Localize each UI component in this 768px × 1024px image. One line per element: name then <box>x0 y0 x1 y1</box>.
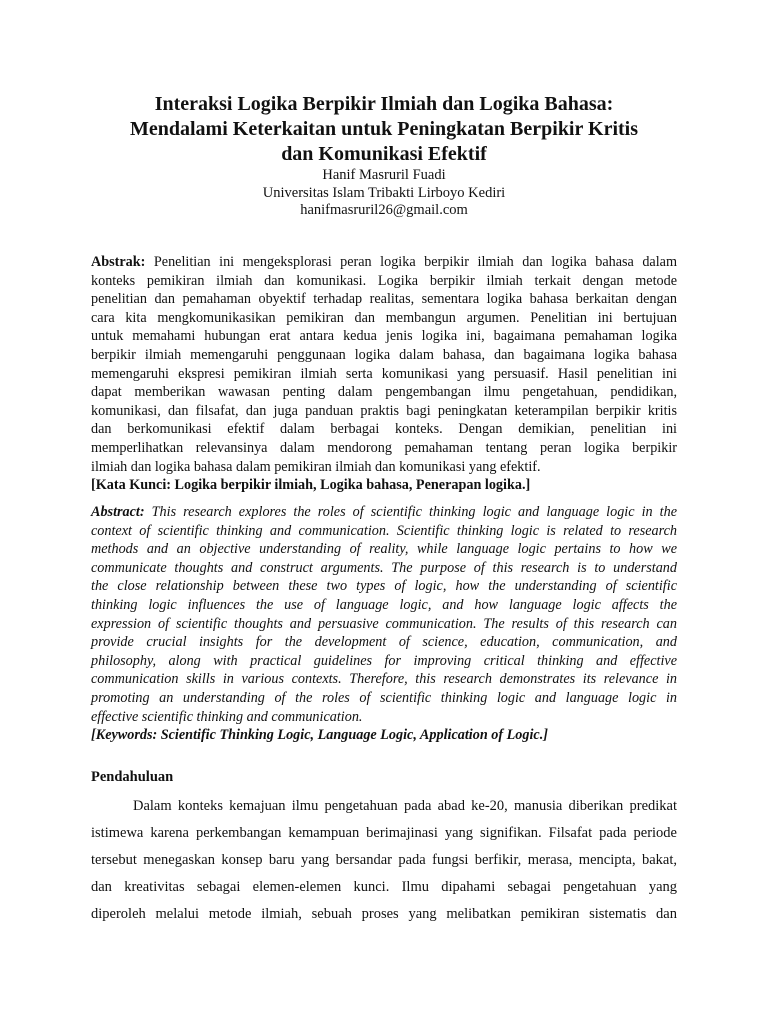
abstract-text: Penelitian ini mengeksplorasi peran logika berpikir ilmiah dan logika bahasa dalam <box>153 254 677 270</box>
abstract-line: memperlihatkan relevansinya dalam mendorong pemahaman tentang peran logika berpikir <box>91 439 677 456</box>
abstract-label: Abstract: <box>91 504 145 520</box>
author-email: hanifmasruril26@gmail.com <box>300 202 468 218</box>
section-heading: Pendahuluan <box>91 769 174 785</box>
keywords-english: [Keywords: Scientific Thinking Logic, Language Logic, Application of Logic.] <box>91 727 548 744</box>
title-line: Mendalami Keterkaitan untuk Peningkatan Berpikir Kritis <box>130 118 638 140</box>
keywords-indonesian: [Kata Kunci: Logika berpikir ilmiah, Logika bahasa, Penerapan logika.] <box>91 477 531 494</box>
abstract-line: communication skills in various contexts. Therefore, this research demonstrates its relevance in <box>91 671 677 688</box>
abstract-line: konteks pemikiran ilmiah dan komunikasi. Logika berpikir ilmiah terkait dengan metode <box>91 272 677 289</box>
body-line: istimewa karena perkembangan kemampuan berimajinasi yang signifikan. Filsafat pada periode <box>91 825 677 841</box>
abstract-line: cara kita mengkomunikasikan pemikiran dan membangun argumen. Penelitian ini bertujuan <box>91 309 677 326</box>
abstract-line: berpikir ilmiah memengaruhi penggunaan logika dalam bahasa, dan bagaimana logika bahasa <box>91 346 677 363</box>
abstract-line: provide crucial insights for the development of science, education, communication, and <box>91 634 677 651</box>
abstract-line: effective scientific thinking and communication. <box>91 708 363 725</box>
abstract-line: penelitian dan pemahaman obyektif terhadap realitas, sementara logika bahasa berkaitan dengan <box>91 291 677 308</box>
abstract-line <box>91 253 677 272</box>
body-line: Dalam konteks kemajuan ilmu pengetahuan pada abad ke-20, manusia diberikan predikat <box>133 798 677 814</box>
author-name: Hanif Masruril Fuadi <box>322 167 446 183</box>
abstract-line: the close relationship between these two types of logic, how the understanding of scientific <box>91 578 677 595</box>
abstract-line: promoting an understanding of the roles of scientific thinking logic and language logic in <box>91 689 677 706</box>
body-line: dan kreativitas sebagai elemen-elemen kunci. Ilmu dipahami sebagai pengetahuan yang <box>91 879 677 895</box>
abstract-line: context of scientific thinking and communication. Scientific thinking logic is related to research <box>91 522 677 539</box>
abstract-line: memengaruhi ekspresi pemikiran ilmiah serta komunikasi yang persuasif. Hasil penelitian ini <box>91 365 677 382</box>
abstract-line: expression of scientific thoughts and persuasive communication. The results of this research can <box>91 615 677 632</box>
abstract-line: untuk memahami hubungan erat antara kedua jenis logika ini, bagaimana pemahaman logika <box>91 328 677 345</box>
abstract-line: philosophy, along with practical guidelines for improving critical thinking and effective <box>91 652 677 669</box>
body-line: diperoleh melalui metode ilmiah, sebuah proses yang melibatkan pemikiran sistematis dan <box>91 906 677 922</box>
abstract-line: dan berkomunikasi efektif dalam berbagai konteks. Dengan demikian, penelitian ini <box>91 421 677 438</box>
section-body <box>91 793 677 928</box>
abstract-line: communicate thoughts and construct arguments. The purpose of this research is to understand <box>91 559 677 576</box>
abstract-line: thinking logic influences the use of language logic, and how language logic affects the <box>91 596 677 613</box>
title-line: dan Komunikasi Efektif <box>281 143 487 165</box>
abstract-label: Abstrak: <box>91 254 146 270</box>
author-affiliation: Universitas Islam Tribakti Lirboyo Kediri <box>262 184 506 201</box>
body-line: tersebut menegaskan konsep baru yang bersandar pada fungsi berfikir, merasa, mencipta, bakat, <box>91 852 677 868</box>
title-line: Interaksi Logika Berpikir Ilmiah dan Logika Bahasa: <box>154 93 614 115</box>
abstract-text: This research explores the roles of scientific thinking logic and language logic in the <box>151 504 678 520</box>
abstract-line: ilmiah dan logika bahasa dalam pemikiran ilmiah dan komunikasi yang efektif. <box>91 458 541 475</box>
abstract-indonesian <box>91 253 677 495</box>
author-block <box>60 167 708 220</box>
abstract-english <box>91 503 677 745</box>
abstract-line: dapat memberikan wawasan penting dalam pengembangan ilmu pengetahuan, pendidikan, <box>91 384 677 401</box>
abstract-line: methods and an objective understanding of reality, while language logic pertains to how we <box>91 541 677 558</box>
paper-title <box>60 92 708 167</box>
abstract-line: komunikasi, dan filsafat, dan juga panduan praktis bagi peningkatan keterampilan berpikir kritis <box>91 402 677 419</box>
abstract-line <box>91 503 677 522</box>
